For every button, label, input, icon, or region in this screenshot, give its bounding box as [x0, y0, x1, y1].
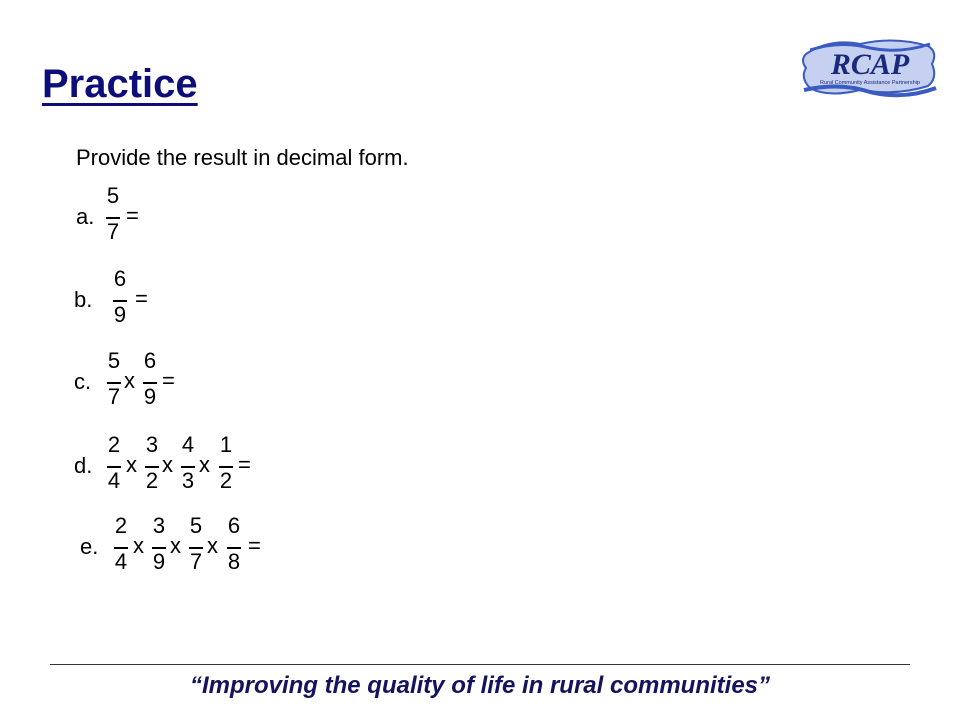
- denominator: 7: [106, 219, 120, 244]
- problem-label: a.: [76, 204, 95, 229]
- numerator: 6: [227, 513, 241, 538]
- numerator: 6: [143, 348, 157, 373]
- denominator: 9: [143, 384, 157, 409]
- multiply-sign: x: [162, 452, 173, 477]
- denominator: 7: [189, 549, 203, 574]
- multiply-sign: x: [133, 533, 144, 558]
- numerator: 5: [106, 183, 120, 208]
- denominator: 4: [114, 549, 128, 574]
- equals-sign: =: [162, 368, 175, 393]
- multiply-sign: x: [199, 452, 210, 477]
- numerator: 5: [107, 348, 121, 373]
- denominator: 8: [227, 549, 241, 574]
- instruction-text: Provide the result in decimal form.: [76, 145, 409, 170]
- numerator: 6: [113, 266, 127, 291]
- numerator: 3: [152, 513, 166, 538]
- problem-label: d.: [74, 453, 93, 478]
- numerator: 4: [181, 432, 195, 457]
- logo-wordmark: RCAP: [830, 48, 910, 81]
- numerator: 2: [107, 432, 121, 457]
- footer-tagline: “Improving the quality of life in rural communities”: [189, 672, 771, 699]
- numerator: 2: [114, 513, 128, 538]
- denominator: 2: [145, 468, 159, 493]
- numerator: 5: [189, 513, 203, 538]
- denominator: 9: [113, 302, 127, 327]
- numerator: 1: [219, 432, 233, 457]
- equals-sign: =: [126, 203, 139, 228]
- multiply-sign: x: [126, 452, 137, 477]
- denominator: 9: [152, 549, 166, 574]
- denominator: 3: [181, 468, 195, 493]
- problem-label: e.: [80, 534, 99, 559]
- numerator: 3: [145, 432, 159, 457]
- denominator: 4: [107, 468, 121, 493]
- problem-label: c.: [74, 369, 92, 394]
- multiply-sign: x: [207, 533, 218, 558]
- equals-sign: =: [135, 286, 148, 311]
- slide-title: Practice: [42, 62, 198, 106]
- equals-sign: =: [238, 452, 251, 477]
- denominator: 2: [219, 468, 233, 493]
- multiply-sign: x: [124, 368, 135, 393]
- rcap-logo: [800, 30, 940, 106]
- footer-divider: [50, 664, 910, 665]
- denominator: 7: [107, 384, 121, 409]
- multiply-sign: x: [170, 533, 181, 558]
- equals-sign: =: [248, 533, 261, 558]
- logo-subtext: Rural Community Assistance Partnership: [820, 80, 920, 86]
- problem-label: b.: [74, 287, 93, 312]
